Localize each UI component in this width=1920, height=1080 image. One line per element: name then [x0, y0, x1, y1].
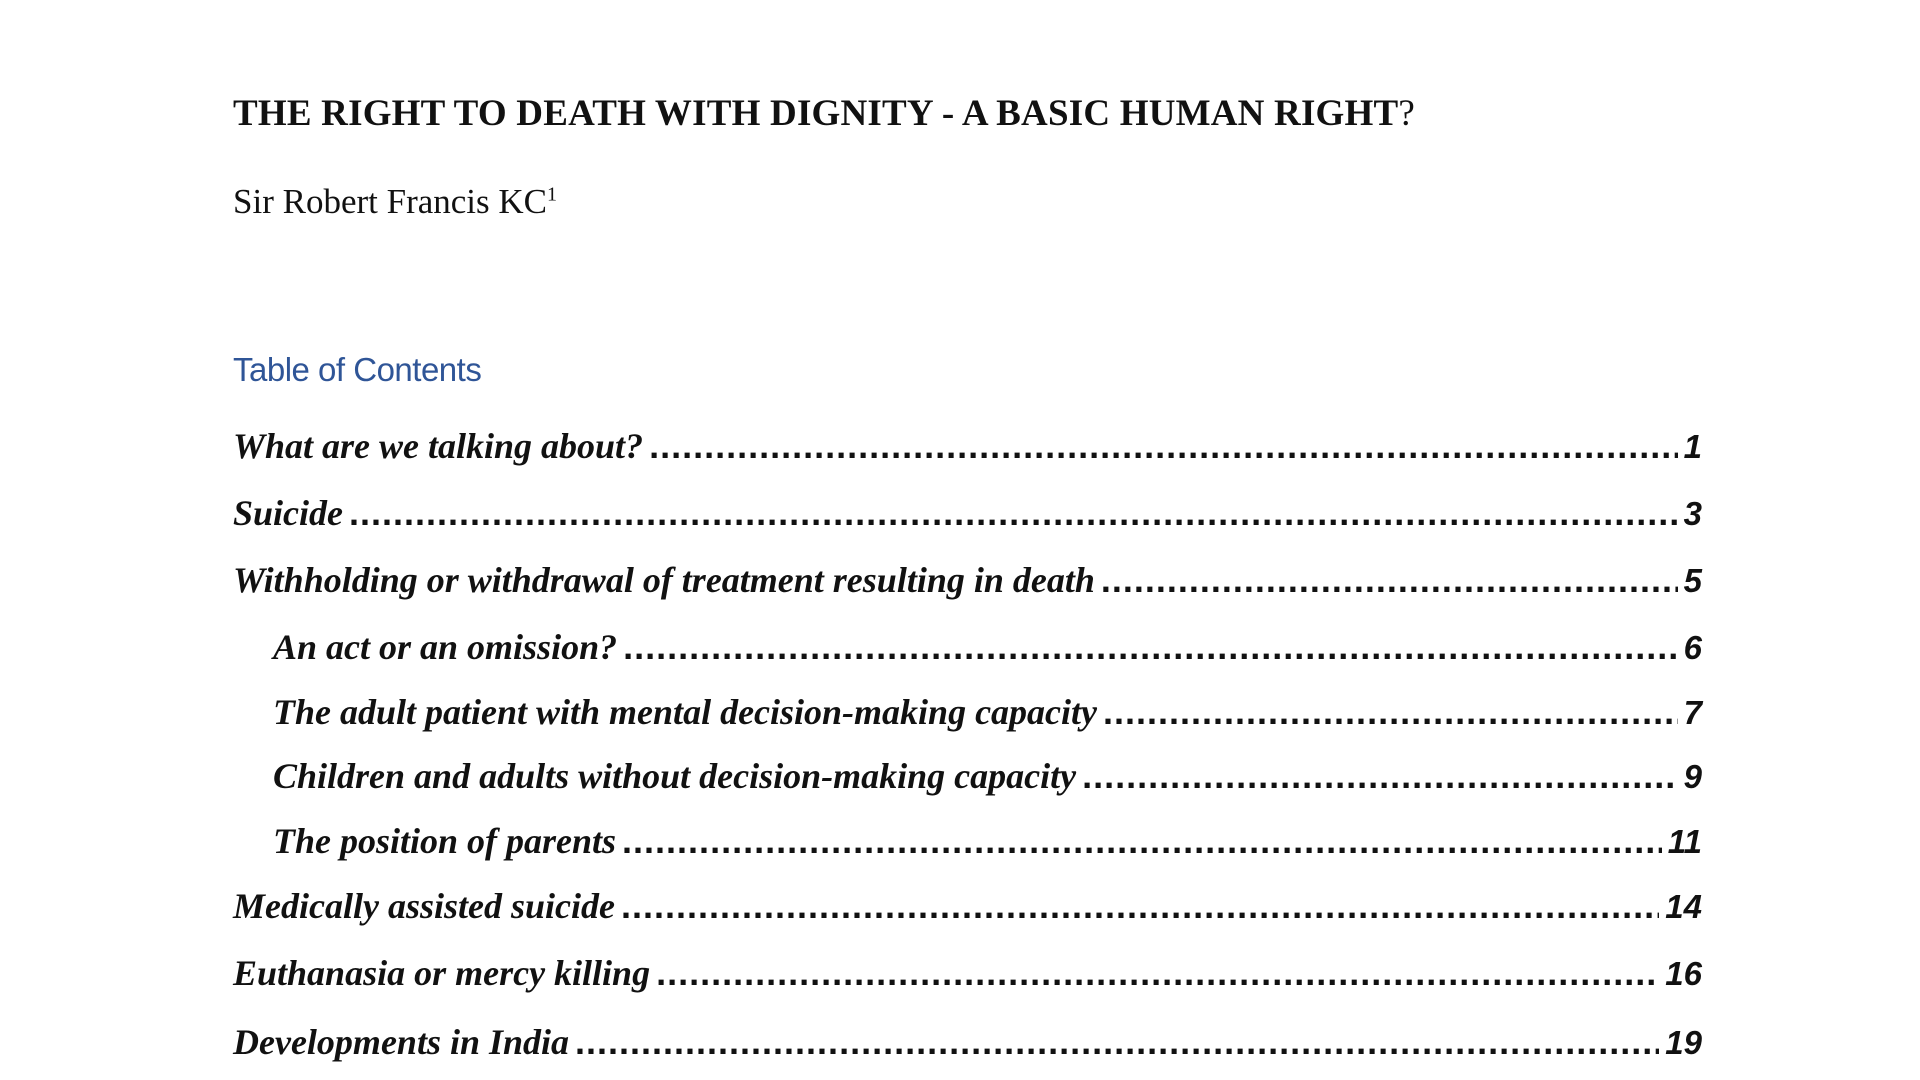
- toc-entry-label: The adult patient with mental decision-making capacity: [273, 692, 1098, 732]
- toc-entry-page-number: 7: [1683, 694, 1702, 731]
- toc-entry-position-of-parents[interactable]: [273, 820, 1702, 870]
- toc-dot-leader: [622, 820, 1662, 862]
- toc-entry-label: The position of parents: [273, 821, 617, 861]
- document-title-text: THE RIGHT TO DEATH WITH DIGNITY - A BASIC HUMAN RIGHT: [233, 93, 1399, 134]
- toc-heading: Table of Contents: [233, 351, 482, 388]
- toc-entry-page-number: 9: [1683, 758, 1702, 795]
- toc-dot-leader: [1103, 691, 1678, 733]
- toc-entry-page-number: 6: [1683, 629, 1702, 666]
- toc-entry-label: Euthanasia or mercy killing: [233, 953, 651, 993]
- toc-entry-label: Medically assisted suicide: [233, 886, 615, 926]
- toc-entry-label: What are we talking about?: [233, 426, 644, 466]
- toc-dot-leader: [623, 626, 1678, 668]
- toc-entry-euthanasia-or-mercy-killing[interactable]: [233, 952, 1702, 1002]
- toc-entry-label: Suicide: [233, 493, 344, 533]
- toc-dot-leader: [621, 885, 1659, 927]
- toc-entry-act-or-omission[interactable]: [273, 626, 1702, 676]
- toc-dot-leader: [649, 425, 1678, 467]
- toc-entry-label: An act or an omission?: [273, 627, 618, 667]
- toc-entry-children-and-adults-without-capacity[interactable]: [273, 755, 1702, 805]
- toc-entry-adult-patient-with-capacity[interactable]: [273, 691, 1702, 741]
- toc-dot-leader: [349, 492, 1678, 534]
- toc-entry-page-number: 3: [1683, 495, 1702, 532]
- toc-entry-label: Withholding or withdrawal of treatment resulting in death: [233, 560, 1095, 600]
- toc-entry-page-number: 19: [1665, 1024, 1702, 1061]
- author-footnote-marker[interactable]: 1: [547, 183, 558, 206]
- toc-entry-developments-in-india[interactable]: [233, 1021, 1702, 1071]
- toc-entry-page-number: 5: [1683, 562, 1702, 599]
- toc-entry-page-number: 16: [1665, 955, 1702, 992]
- toc-entry-withholding-or-withdrawal[interactable]: [233, 559, 1702, 609]
- toc-entry-page-number: 11: [1667, 823, 1702, 860]
- toc-dot-leader: [1082, 755, 1678, 797]
- toc-dot-leader: [1101, 559, 1678, 601]
- toc-entry-page-number: 14: [1665, 888, 1702, 925]
- toc-entry-label: Developments in India: [233, 1022, 570, 1062]
- toc-dot-leader: [575, 1021, 1659, 1063]
- author-name: Sir Robert Francis KC: [233, 182, 548, 221]
- toc-entry-what-are-we-talking-about[interactable]: [233, 425, 1702, 475]
- toc-dot-leader: [656, 952, 1659, 994]
- toc-entry-suicide[interactable]: [233, 492, 1702, 542]
- toc-entry-page-number: 1: [1683, 428, 1702, 465]
- toc-entry-label: Children and adults without decision-making capacity: [273, 756, 1077, 796]
- document-title-question-mark: ?: [1398, 93, 1416, 134]
- toc-entry-medically-assisted-suicide[interactable]: [233, 885, 1702, 935]
